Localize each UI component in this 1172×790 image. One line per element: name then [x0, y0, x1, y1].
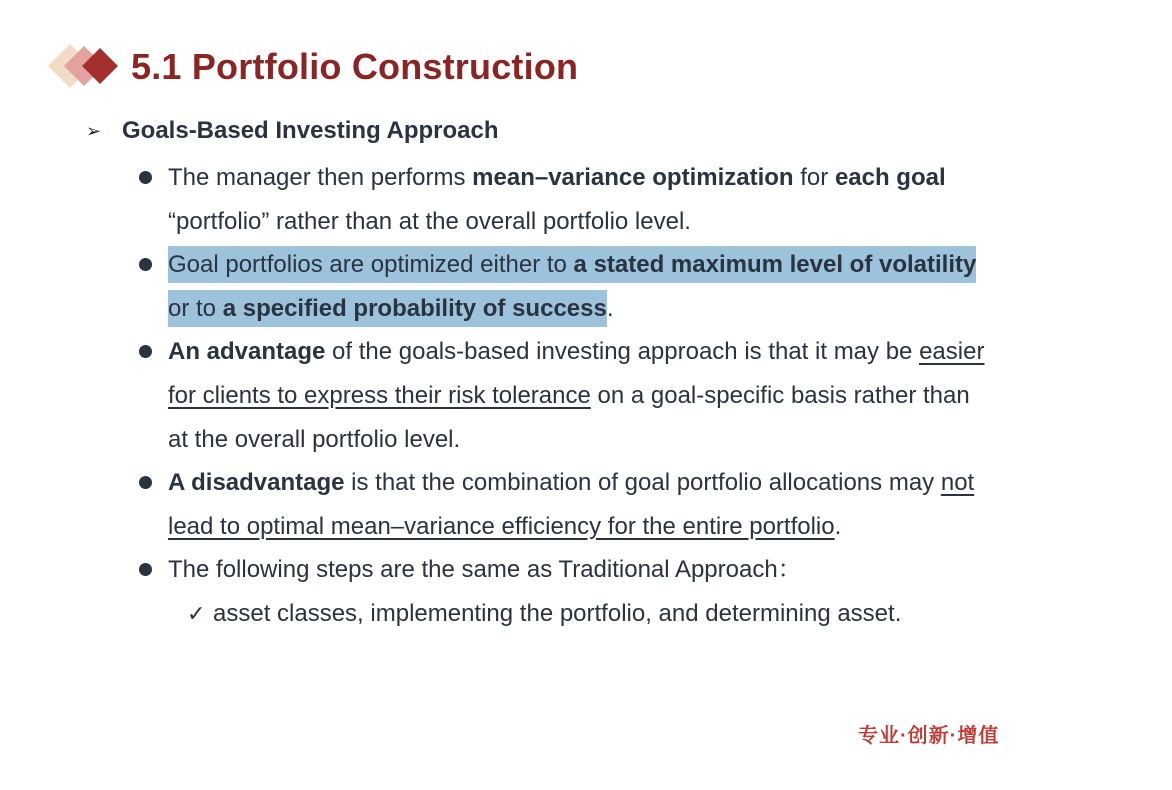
sub-item-text: asset classes, implementing the portfolio, and determining asset.: [213, 599, 902, 627]
bullet-item: [136, 330, 996, 461]
bullet-segment-bold: mean–variance optimization: [472, 164, 794, 191]
bullet-dot-icon: [139, 345, 152, 358]
bullet-segment-highlighted: Goal portfolios are optimized either to: [168, 246, 574, 283]
bullet-list: [136, 156, 996, 636]
section-heading: Goals-Based Investing Approach: [122, 117, 499, 144]
sub-item: [136, 592, 996, 636]
footer-slogan: 专业·创新·增值: [858, 725, 1000, 747]
bullet-segment: .: [834, 512, 842, 540]
bullet-text: [168, 548, 996, 592]
bullet-segment: .: [606, 294, 614, 322]
bullet-segment: is that the combination of goal portfolio allocations may: [344, 469, 941, 497]
checkmark-icon: ✓: [187, 600, 206, 626]
bullet-text: [168, 330, 996, 461]
arrow-right-icon: ➢: [86, 120, 102, 141]
bullet-segment-bold: An advantage: [168, 338, 326, 366]
diamond-logo-icon: [48, 44, 128, 94]
bullet-segment: for: [793, 164, 835, 191]
page-title: 5.1 Portfolio Construction: [131, 46, 579, 87]
bullet-item: [136, 243, 996, 330]
bullet-segment-bold-highlighted: a specified probability of success: [223, 290, 607, 327]
bullet-dot-icon: [139, 563, 152, 576]
bullet-segment: The following steps are the same as Traditional Approach：: [168, 556, 802, 584]
bullet-item: [136, 548, 996, 592]
bullet-dot-icon: [139, 171, 152, 184]
bullet-text: [168, 461, 996, 548]
section-header: [86, 117, 499, 145]
bullet-item: [136, 156, 996, 243]
bullet-segment-bold: each goal: [834, 164, 946, 191]
bullet-segment: on a goal-specific basis rather than at the overall portfolio level.: [168, 381, 970, 453]
bullet-text: [168, 243, 996, 330]
bullet-segment-highlighted: or to: [168, 290, 223, 327]
bullet-segment-underlined: not lead to optimal mean–variance efficiency for the entire portfolio: [168, 469, 975, 540]
bullet-segment: “portfolio” rather than at the overall portfolio level.: [168, 207, 691, 235]
bullet-segment: The manager then performs: [168, 164, 473, 191]
bullet-dot-icon: [139, 258, 152, 271]
bullet-item: [136, 461, 996, 548]
bullet-segment-underlined: easier for clients to express their risk tolerance: [168, 338, 985, 409]
bullet-segment-bold-highlighted: a stated maximum level of volatility: [574, 246, 977, 283]
bullet-segment: of the goals-based investing approach is that it may be: [325, 338, 920, 366]
bullet-dot-icon: [139, 476, 152, 489]
bullet-segment-bold: A disadvantage: [168, 469, 345, 497]
bullet-text: [168, 156, 996, 243]
